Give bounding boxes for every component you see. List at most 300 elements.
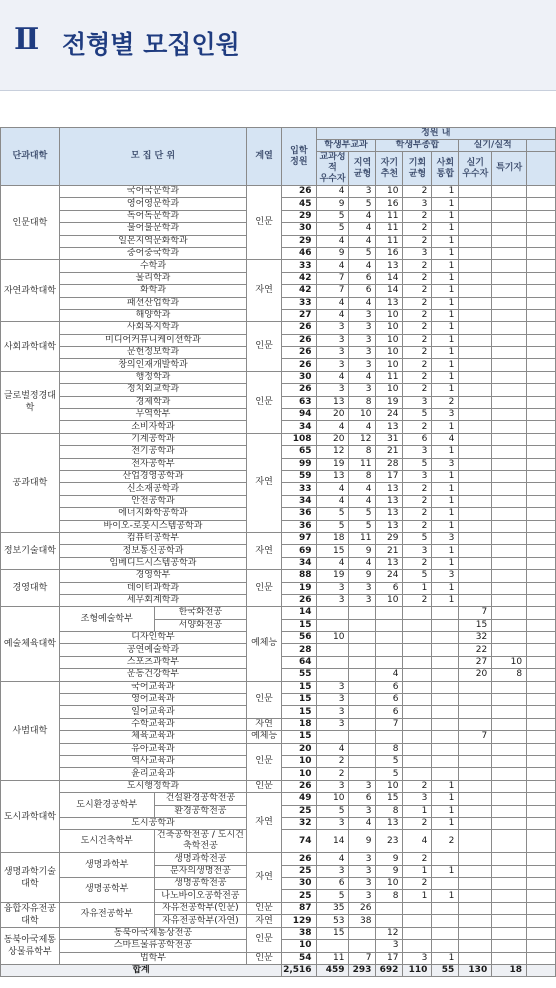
- count-cell: [492, 396, 527, 408]
- quota-cell: 26: [282, 359, 316, 371]
- count-cell: 1: [432, 198, 459, 210]
- unit-cell: 영어교육과: [59, 694, 246, 706]
- blank-cell: [527, 865, 556, 877]
- quota-cell: 26: [282, 594, 316, 606]
- table-row: [1, 607, 556, 619]
- unit-group-cell: 생명공학부: [59, 878, 154, 903]
- total-row: [1, 965, 556, 977]
- count-cell: 2: [403, 508, 432, 520]
- unit-cell: 운동건강학부: [59, 669, 246, 681]
- count-cell: 12: [316, 446, 349, 458]
- unit-cell: 물리학과: [59, 272, 246, 284]
- quota-cell: 34: [282, 557, 316, 569]
- col-g3: 실기/실적: [459, 140, 527, 152]
- admission-table: [0, 127, 556, 977]
- count-cell: [403, 927, 432, 939]
- col-c7: 특기자: [492, 152, 527, 186]
- count-cell: 17: [376, 470, 403, 482]
- count-cell: 13: [376, 297, 403, 309]
- count-cell: 3: [403, 470, 432, 482]
- unit-cell: 일어교육과: [59, 706, 246, 718]
- count-cell: [492, 508, 527, 520]
- count-cell: [459, 780, 492, 792]
- count-cell: 2: [432, 396, 459, 408]
- count-cell: 3: [432, 532, 459, 544]
- blank-cell: [527, 347, 556, 359]
- quota-cell: 34: [282, 495, 316, 507]
- field-cell: 예체능: [247, 731, 282, 743]
- count-cell: [459, 915, 492, 928]
- unit-cell: 유아교육과: [59, 743, 246, 755]
- count-cell: 5: [316, 890, 349, 902]
- count-cell: 2: [403, 817, 432, 829]
- count-cell: [376, 731, 403, 743]
- count-cell: [492, 545, 527, 557]
- count-cell: 17: [376, 952, 403, 964]
- unit-cell: 국어교육과: [59, 681, 246, 693]
- count-cell: [376, 644, 403, 656]
- quota-cell: 29: [282, 235, 316, 247]
- count-cell: 13: [376, 520, 403, 532]
- quota-cell: 54: [282, 952, 316, 964]
- quota-cell: 26: [282, 853, 316, 865]
- count-cell: 4: [316, 186, 349, 198]
- blank-cell: [527, 247, 556, 259]
- count-cell: 20: [459, 669, 492, 681]
- total-label: 합계: [1, 965, 282, 977]
- count-cell: [432, 731, 459, 743]
- quota-cell: 63: [282, 396, 316, 408]
- blank-cell: [527, 508, 556, 520]
- count-cell: 1: [432, 508, 459, 520]
- blank-cell: [527, 607, 556, 619]
- count-cell: 4: [349, 235, 376, 247]
- count-cell: 4: [316, 309, 349, 321]
- count-cell: [403, 706, 432, 718]
- count-cell: 3: [316, 384, 349, 396]
- count-cell: 11: [349, 532, 376, 544]
- count-cell: [492, 198, 527, 210]
- unit-cell: 에너지화학공학과: [59, 508, 246, 520]
- count-cell: [316, 940, 349, 952]
- count-cell: [459, 570, 492, 582]
- count-cell: [459, 594, 492, 606]
- count-cell: 3: [316, 718, 349, 730]
- unit-cell: 정치외교학과: [59, 384, 246, 396]
- count-cell: [403, 632, 432, 644]
- unit-cell: 스마트물류공학전공: [59, 940, 246, 952]
- unit-group-cell: 생명과학부: [59, 853, 154, 878]
- count-cell: 19: [376, 396, 403, 408]
- count-cell: 11: [376, 371, 403, 383]
- college-cell: 사범대학: [1, 681, 60, 780]
- count-cell: [459, 520, 492, 532]
- unit-cell: 독어독문학과: [59, 210, 246, 222]
- count-cell: 1: [432, 446, 459, 458]
- count-cell: [492, 483, 527, 495]
- count-cell: [432, 743, 459, 755]
- count-cell: [459, 557, 492, 569]
- count-cell: 5: [349, 198, 376, 210]
- count-cell: [492, 532, 527, 544]
- count-cell: 14: [376, 285, 403, 297]
- quota-cell: 36: [282, 508, 316, 520]
- count-cell: [492, 384, 527, 396]
- count-cell: 35: [316, 902, 349, 915]
- college-cell: 자연과학대학: [1, 260, 60, 322]
- count-cell: [349, 731, 376, 743]
- blank-cell: [527, 793, 556, 805]
- count-cell: [459, 495, 492, 507]
- count-cell: 1: [432, 235, 459, 247]
- count-cell: [459, 371, 492, 383]
- unit-cell: 무역학부: [59, 409, 246, 421]
- count-cell: [459, 743, 492, 755]
- count-cell: 1: [432, 817, 459, 829]
- count-cell: [403, 656, 432, 668]
- count-cell: [432, 669, 459, 681]
- count-cell: 2: [403, 557, 432, 569]
- quota-cell: 34: [282, 421, 316, 433]
- count-cell: 20: [316, 409, 349, 421]
- count-cell: 27: [459, 656, 492, 668]
- total-cell: 130: [459, 965, 492, 977]
- count-cell: [492, 644, 527, 656]
- count-cell: [403, 681, 432, 693]
- field-cell: 인문: [247, 952, 282, 964]
- count-cell: [492, 731, 527, 743]
- count-cell: [492, 952, 527, 964]
- count-cell: 7: [376, 718, 403, 730]
- count-cell: [459, 927, 492, 939]
- field-cell: 인문: [247, 186, 282, 260]
- col-c5: 사회 통합: [432, 152, 459, 186]
- unit-cell: 사회복지학과: [59, 322, 246, 334]
- col-g1: 학생부교과: [316, 140, 376, 152]
- count-cell: [376, 619, 403, 631]
- count-cell: 5: [349, 247, 376, 259]
- count-cell: 9: [376, 853, 403, 865]
- quota-cell: 15: [282, 731, 316, 743]
- field-cell: 인문: [247, 322, 282, 372]
- count-cell: [349, 706, 376, 718]
- count-cell: 1: [432, 334, 459, 346]
- unit-cell: 공연예술학과: [59, 644, 246, 656]
- count-cell: 10: [376, 384, 403, 396]
- count-cell: [349, 681, 376, 693]
- count-cell: 21: [376, 446, 403, 458]
- count-cell: 14: [376, 272, 403, 284]
- blank-cell: [527, 755, 556, 767]
- count-cell: [403, 607, 432, 619]
- college-cell: 도시과학대학: [1, 780, 60, 853]
- count-cell: [459, 186, 492, 198]
- field-cell: 자연: [247, 260, 282, 322]
- count-cell: 4: [349, 557, 376, 569]
- blank-cell: [527, 582, 556, 594]
- count-cell: 2: [432, 830, 459, 853]
- count-cell: 1: [432, 865, 459, 877]
- count-cell: [316, 607, 349, 619]
- quota-cell: 10: [282, 755, 316, 767]
- count-cell: 2: [403, 384, 432, 396]
- count-cell: 11: [376, 223, 403, 235]
- count-cell: 4: [403, 830, 432, 853]
- count-cell: 2: [403, 322, 432, 334]
- count-cell: 2: [403, 223, 432, 235]
- count-cell: 1: [432, 285, 459, 297]
- count-cell: 21: [376, 545, 403, 557]
- count-cell: [432, 915, 459, 928]
- count-cell: [492, 309, 527, 321]
- count-cell: [316, 656, 349, 668]
- count-cell: 15: [316, 927, 349, 939]
- count-cell: [403, 644, 432, 656]
- unit-cell: 스포츠과학부: [59, 656, 246, 668]
- count-cell: 5: [349, 520, 376, 532]
- count-cell: [403, 694, 432, 706]
- blank-cell: [527, 470, 556, 482]
- count-cell: 2: [403, 272, 432, 284]
- count-cell: 1: [432, 384, 459, 396]
- count-cell: 1: [403, 805, 432, 817]
- unit-cell: 소비자학과: [59, 421, 246, 433]
- count-cell: 15: [316, 545, 349, 557]
- unit-cell: 수학과: [59, 260, 246, 272]
- count-cell: 1: [432, 210, 459, 222]
- count-cell: 9: [349, 570, 376, 582]
- quota-cell: 49: [282, 793, 316, 805]
- count-cell: [459, 940, 492, 952]
- college-cell: 인문대학: [1, 186, 60, 260]
- table-row: [1, 952, 556, 964]
- total-cell: 459: [316, 965, 349, 977]
- unit-cell: 영어영문학과: [59, 198, 246, 210]
- blank-cell: [527, 297, 556, 309]
- blank-cell: [527, 309, 556, 321]
- count-cell: 1: [432, 347, 459, 359]
- count-cell: 38: [349, 915, 376, 928]
- table-row: [1, 371, 556, 383]
- total-cell: 293: [349, 965, 376, 977]
- blank-cell: [527, 483, 556, 495]
- quota-cell: 42: [282, 272, 316, 284]
- count-cell: [492, 793, 527, 805]
- count-cell: 3: [316, 347, 349, 359]
- count-cell: [492, 594, 527, 606]
- count-cell: 3: [349, 805, 376, 817]
- count-cell: 4: [349, 817, 376, 829]
- count-cell: 6: [316, 878, 349, 890]
- count-cell: [459, 384, 492, 396]
- count-cell: [492, 853, 527, 865]
- count-cell: 1: [432, 780, 459, 792]
- count-cell: [492, 247, 527, 259]
- count-cell: [403, 718, 432, 730]
- blank-cell: [527, 260, 556, 272]
- count-cell: 5: [316, 520, 349, 532]
- count-cell: [349, 619, 376, 631]
- count-cell: 8: [349, 446, 376, 458]
- count-cell: 8: [349, 470, 376, 482]
- unit-sub-cell: 생명과학전공: [154, 853, 247, 865]
- table-row: [1, 322, 556, 334]
- count-cell: 16: [376, 198, 403, 210]
- count-cell: 1: [403, 582, 432, 594]
- count-cell: [403, 915, 432, 928]
- count-cell: 5: [403, 458, 432, 470]
- count-cell: 24: [376, 570, 403, 582]
- quota-cell: 26: [282, 347, 316, 359]
- unit-group-cell: 자유전공학부: [59, 902, 154, 927]
- count-cell: 3: [432, 570, 459, 582]
- count-cell: 2: [403, 210, 432, 222]
- count-cell: 32: [459, 632, 492, 644]
- count-cell: 10: [376, 322, 403, 334]
- unit-cell: 도시행정학과: [59, 780, 246, 792]
- count-cell: [459, 433, 492, 445]
- unit-cell: 데이터과학과: [59, 582, 246, 594]
- count-cell: 10: [316, 793, 349, 805]
- count-cell: 3: [403, 952, 432, 964]
- count-cell: [459, 297, 492, 309]
- count-cell: 13: [376, 260, 403, 272]
- count-cell: [459, 322, 492, 334]
- count-cell: [492, 272, 527, 284]
- table-row: [1, 718, 556, 730]
- col-c6: 실기 우수자: [459, 152, 492, 186]
- unit-sub-cell: 분자의생명전공: [154, 865, 247, 877]
- count-cell: [492, 768, 527, 780]
- field-cell: 인문: [247, 570, 282, 607]
- count-cell: 3: [316, 694, 349, 706]
- blank-cell: [527, 235, 556, 247]
- quota-cell: 10: [282, 768, 316, 780]
- count-cell: 24: [376, 409, 403, 421]
- count-cell: 5: [376, 768, 403, 780]
- count-cell: 5: [403, 570, 432, 582]
- quota-cell: 97: [282, 532, 316, 544]
- count-cell: 3: [432, 458, 459, 470]
- quota-cell: 99: [282, 458, 316, 470]
- col-c2: 지역 균형: [349, 152, 376, 186]
- count-cell: [459, 272, 492, 284]
- count-cell: 16: [376, 247, 403, 259]
- count-cell: 1: [432, 297, 459, 309]
- count-cell: 1: [432, 309, 459, 321]
- count-cell: 29: [376, 532, 403, 544]
- quota-cell: 26: [282, 186, 316, 198]
- blank-cell: [527, 396, 556, 408]
- quota-cell: 74: [282, 830, 316, 853]
- count-cell: 3: [316, 681, 349, 693]
- count-cell: [492, 865, 527, 877]
- count-cell: 3: [349, 384, 376, 396]
- quota-cell: 56: [282, 632, 316, 644]
- count-cell: [492, 607, 527, 619]
- blank-cell: [527, 594, 556, 606]
- count-cell: 9: [316, 198, 349, 210]
- count-cell: 2: [403, 235, 432, 247]
- count-cell: 1: [432, 359, 459, 371]
- count-cell: 3: [349, 322, 376, 334]
- count-cell: 4: [316, 371, 349, 383]
- quota-cell: 15: [282, 619, 316, 631]
- count-cell: [403, 940, 432, 952]
- col-c4: 기회 균형: [403, 152, 432, 186]
- count-cell: [403, 743, 432, 755]
- field-cell: 인문: [247, 902, 282, 915]
- unit-group-cell: 조형예술학부: [59, 607, 154, 632]
- table-row: [1, 902, 556, 915]
- quota-cell: 26: [282, 384, 316, 396]
- count-cell: [376, 607, 403, 619]
- count-cell: 3: [349, 334, 376, 346]
- blank-cell: [527, 409, 556, 421]
- college-cell: 융합자유전공대학: [1, 902, 60, 927]
- count-cell: [459, 768, 492, 780]
- blank-cell: [527, 965, 556, 977]
- unit-sub-cell: 자유전공학부(인문): [154, 902, 247, 915]
- count-cell: 7: [316, 285, 349, 297]
- count-cell: [403, 902, 432, 915]
- count-cell: [403, 731, 432, 743]
- count-cell: [432, 902, 459, 915]
- blank-cell: [527, 570, 556, 582]
- quota-cell: 46: [282, 247, 316, 259]
- col-group-top: 정원 내: [316, 128, 555, 140]
- unit-sub-cell: 환경공학전공: [154, 805, 247, 817]
- count-cell: [459, 309, 492, 321]
- count-cell: [459, 890, 492, 902]
- quota-cell: 64: [282, 656, 316, 668]
- count-cell: [459, 210, 492, 222]
- count-cell: [492, 780, 527, 792]
- field-cell: 인문: [247, 780, 282, 792]
- quota-cell: 25: [282, 890, 316, 902]
- quota-cell: 30: [282, 223, 316, 235]
- blank-cell: [527, 940, 556, 952]
- unit-cell: 안전공학과: [59, 495, 246, 507]
- count-cell: 6: [376, 706, 403, 718]
- count-cell: 1: [403, 890, 432, 902]
- section-number: Ⅱ: [14, 22, 39, 57]
- table-row: [1, 681, 556, 693]
- count-cell: [492, 681, 527, 693]
- count-cell: [432, 706, 459, 718]
- table-row: [1, 793, 556, 805]
- count-cell: [492, 470, 527, 482]
- unit-cell: 산업경영공학과: [59, 470, 246, 482]
- count-cell: 2: [403, 186, 432, 198]
- count-cell: 2: [403, 853, 432, 865]
- count-cell: 4: [316, 495, 349, 507]
- count-cell: 3: [316, 780, 349, 792]
- count-cell: [492, 805, 527, 817]
- college-cell: 정보기술대학: [1, 532, 60, 569]
- count-cell: 3: [316, 582, 349, 594]
- unit-group-cell: 도시환경공학부: [59, 793, 154, 818]
- count-cell: [492, 619, 527, 631]
- count-cell: 7: [459, 731, 492, 743]
- count-cell: [432, 632, 459, 644]
- count-cell: [492, 347, 527, 359]
- count-cell: 10: [376, 186, 403, 198]
- count-cell: [492, 570, 527, 582]
- count-cell: 3: [432, 409, 459, 421]
- count-cell: [432, 681, 459, 693]
- count-cell: 3: [349, 594, 376, 606]
